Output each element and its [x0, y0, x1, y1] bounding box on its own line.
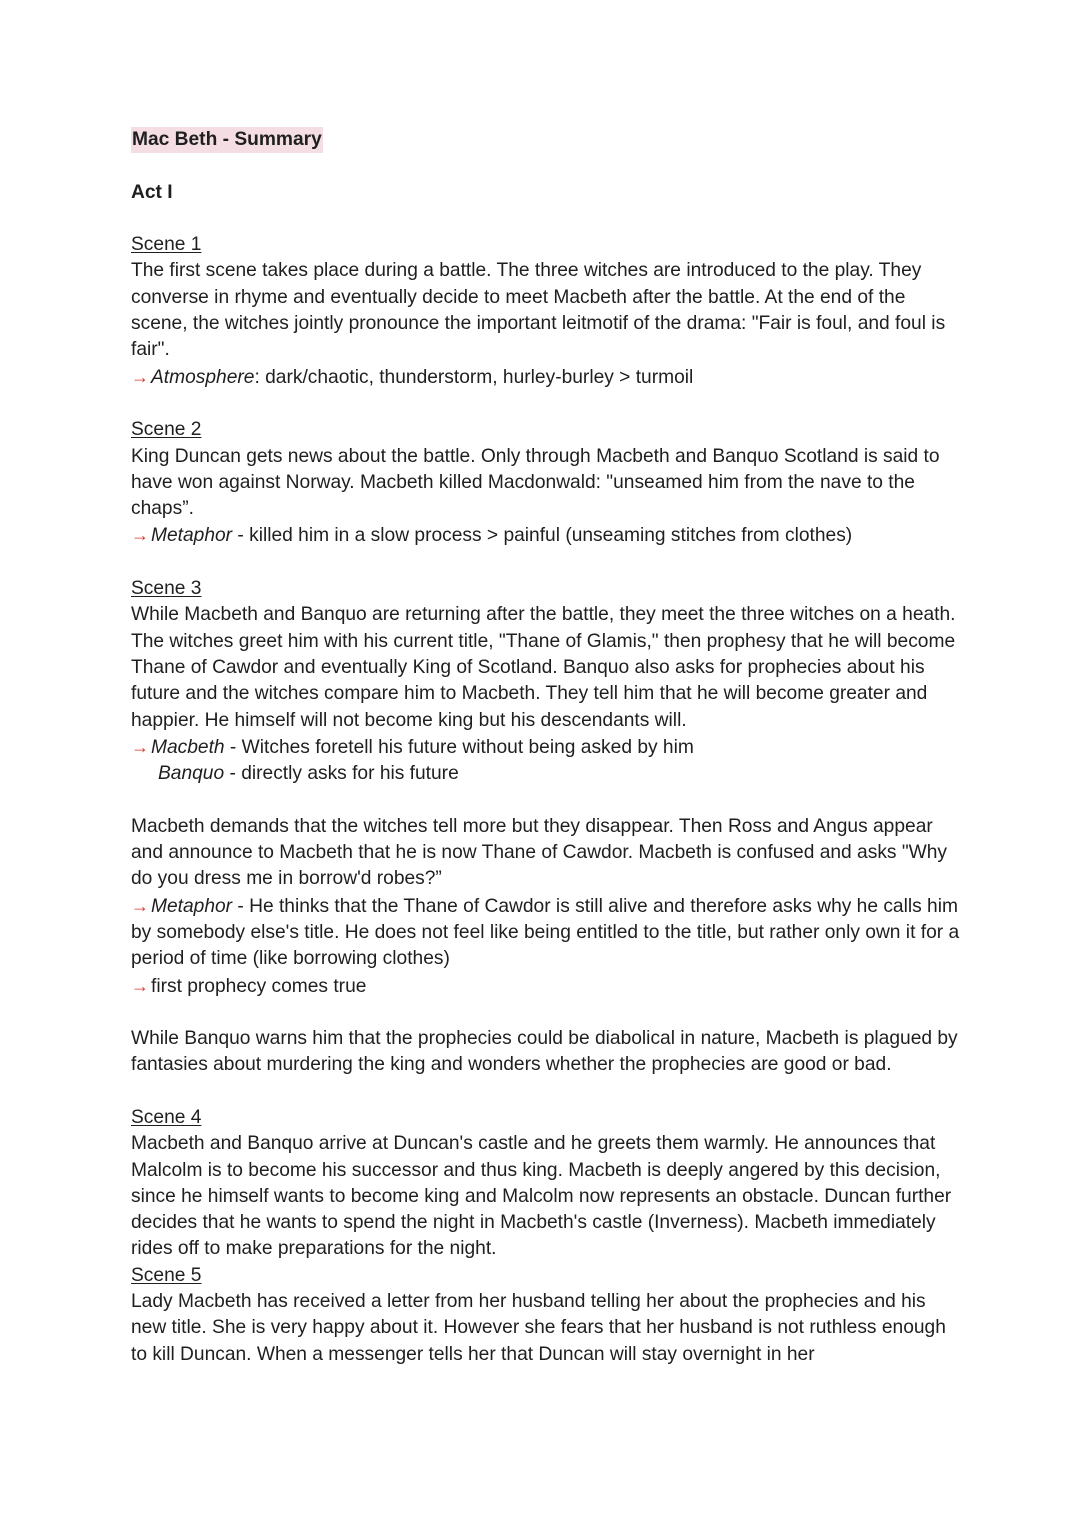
scene-5-heading: Scene 5: [131, 1264, 202, 1286]
scene-1-heading: Scene 1: [131, 234, 202, 256]
scene-2-text: King Duncan gets news about the battle. Only through Macbeth and Banquo Scotland is said to have won against Norway. Macbeth killed Macdonwald: "unseamed him from the nave to the chaps”.: [131, 445, 940, 520]
arrow-right-icon: →: [131, 736, 149, 757]
act-heading: Act I: [131, 181, 173, 203]
scene-1-note: [131, 364, 961, 391]
scene-3-note-banquo: [131, 761, 961, 787]
note-term: Banquo: [158, 763, 225, 785]
scene-3-note-metaphor: [131, 893, 961, 973]
note-term: Macbeth: [151, 736, 225, 758]
note-text: - Witches foretell his future without being asked by him: [224, 736, 694, 758]
arrow-right-icon: →: [131, 975, 149, 996]
scene-2-note: [131, 522, 961, 549]
scene-4-text: Macbeth and Banquo arrive at Duncan's castle and he greets them warmly. He announces that Malcolm is to become his successor and thus king. Macbeth is deeply angered by this decision, since he himself wants to become king and Malcolm now represents an obstacle. Duncan further decides that he wants to spend the night in Macbeth's castle (Inverness). Macbeth immediately rides off to make preparations for the night.: [131, 1133, 952, 1260]
scene-2-heading: Scene 2: [131, 419, 202, 441]
note-text: - He thinks that the Thane of Cawdor is still alive and therefore asks why he calls him by somebody else's title. He does not feel like being entitled to the title, but rather only own it for a period of time (like borrowing clothes): [131, 895, 960, 970]
note-term: Metaphor: [151, 525, 233, 547]
note-term: Atmosphere: [151, 366, 255, 388]
scene-3-heading: Scene 3: [131, 578, 202, 600]
title-line: [131, 127, 961, 153]
arrow-right-icon: →: [131, 895, 149, 916]
note-text: : dark/chaotic, thunderstorm, hurley-burley > turmoil: [254, 366, 694, 388]
scene-3-note-prophecy: [131, 973, 961, 1000]
document-title: Mac Beth - Summary: [131, 127, 323, 153]
arrow-right-icon: →: [131, 525, 149, 546]
scene-5-text: Lady Macbeth has received a letter from her husband telling her about the prophecies and his new title. She is very happy about it. However she fears that her husband is not ruthless enough to kill Duncan. When a messenger tells her that Duncan will stay overnight in her: [131, 1291, 946, 1365]
note-text: - killed him in a slow process > painful (unseaming stitches from clothes): [232, 525, 853, 547]
scene-3-paragraph-2: Macbeth demands that the witches tell more but they disappear. Then Ross and Angus appear and announce to Macbeth that he is now Thane of Cawdor. Macbeth is confused and asks "Why do you dress me in borrow'd robes?”: [131, 815, 948, 890]
note-text: first prophecy comes true: [151, 975, 367, 997]
scene-3-note-macbeth: [131, 734, 961, 761]
scene-3-text: While Macbeth and Banquo are returning after the battle, they meet the three witches on a heath. The witches greet him with his current title, "Thane of Glamis," then prophesy that he will become Thane of Cawdor and eventually King of Scotland. Banquo also asks for prophecies about his future and the witches compare him to Macbeth. They tell him that he will become greater and happier. He himself will not become king but his descendants will.: [131, 604, 956, 731]
arrow-right-icon: →: [131, 366, 149, 387]
scene-1-text: The first scene takes place during a battle. The three witches are introduced to the play. They converse in rhyme and eventually decide to meet Macbeth after the battle. At the end of the scene, the witches jointly pronounce the important leitmotif of the drama: "Fair is foul, and foul is fair".: [131, 260, 946, 361]
note-text: - directly asks for his future: [224, 763, 459, 785]
scene-3-paragraph-3: While Banquo warns him that the prophecies could be diabolical in nature, Macbeth is plagued by fantasies about murdering the king and wonders whether the prophecies are good or bad.: [131, 1028, 958, 1076]
scene-4-heading: Scene 4: [131, 1106, 202, 1128]
document-page: [131, 127, 961, 1368]
note-term: Metaphor: [151, 895, 233, 917]
